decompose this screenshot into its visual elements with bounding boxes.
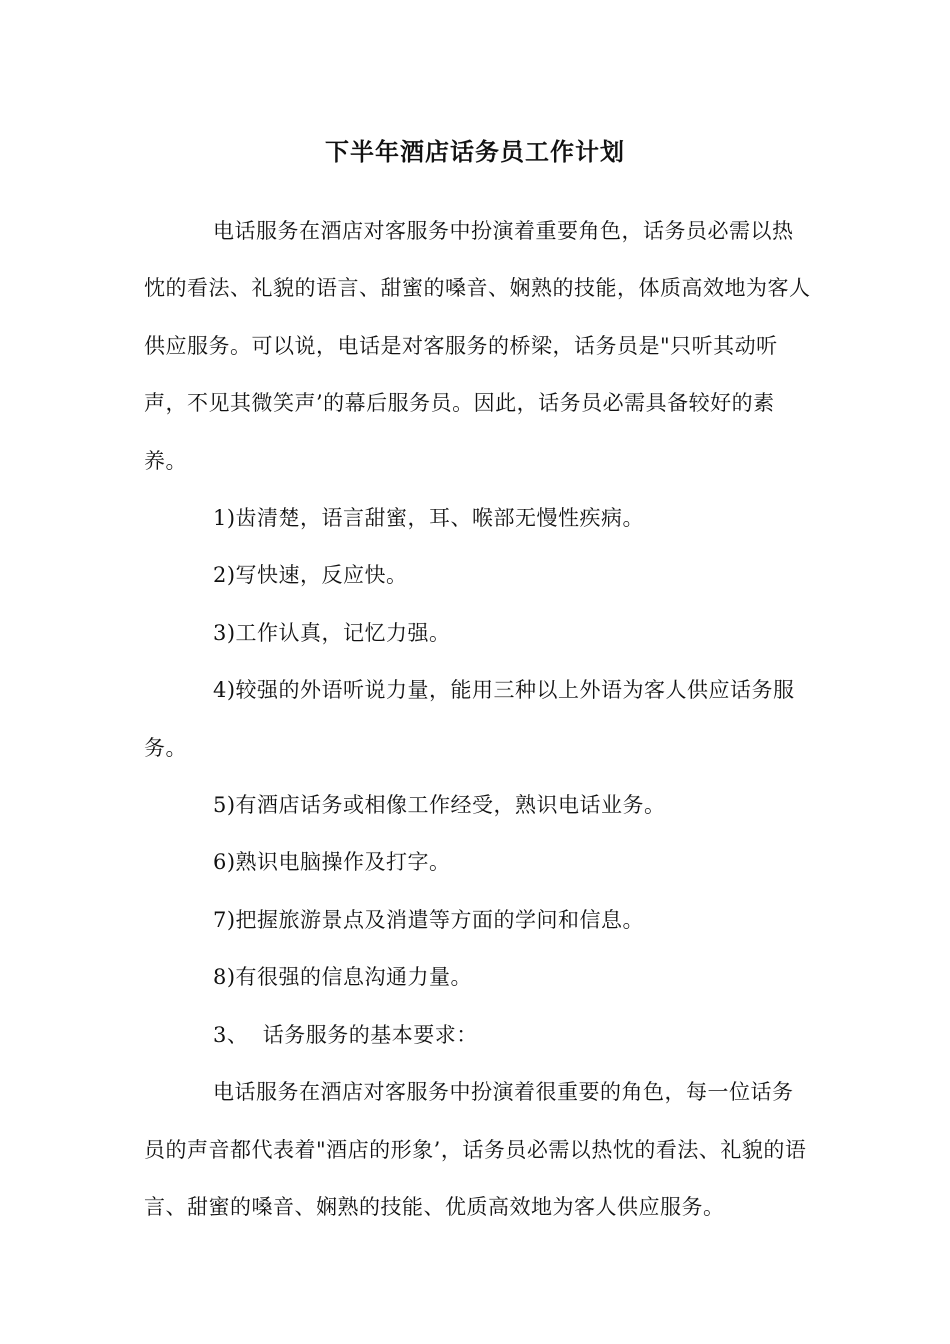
paragraph-item-1: 1)齿清楚，语言甜蜜，耳、喉部无慢性疾病。 [213, 506, 645, 531]
paragraph-item-6: 6)熟识电脑操作及打字。 [213, 850, 451, 875]
paragraph-item-7: 7)把握旅游景点及消遣等方面的学问和信息。 [213, 907, 645, 932]
document-title: 下半年酒店话务员工作计划 [325, 138, 625, 166]
paragraph-item-5: 5)有酒店话务或相像工作经受，熟识电话业务。 [213, 793, 666, 818]
document-body [144, 203, 812, 1236]
paragraph-item-4: 4)较强的外语听说力量，能用三种以上外语为客人供应话务服务。 [144, 678, 795, 760]
paragraph-requirements: 电话服务在酒店对客服务中扮演着很重要的角色，每一位话务员的声音都代表着"酒店的形象’，话务员必需以热忱的看法、礼貌的语言、甜蜜的嗓音、娴熟的技能、优质高效地为客人供应服务。 [144, 1080, 807, 1219]
section-heading-3: 3、 话务服务的基本要求： [213, 1022, 478, 1047]
paragraph-item-8: 8)有很强的信息沟通力量。 [213, 965, 473, 990]
paragraph-item-2: 2)写快速，反应快。 [213, 563, 408, 588]
paragraph-item-3: 3)工作认真，记忆力强。 [213, 620, 451, 645]
paragraph-intro: 电话服务在酒店对客服务中扮演着重要角色，话务员必需以热忱的看法、礼貌的语言、甜蜜的嗓音、娴熟的技能，体质高效地为客人供应服务。可以说，电话是对客服务的桥梁，话务员是"只听其动听声，不见其微笑声’的幕后服务员。因此，话务员必需具备较好的素养。 [144, 219, 811, 473]
